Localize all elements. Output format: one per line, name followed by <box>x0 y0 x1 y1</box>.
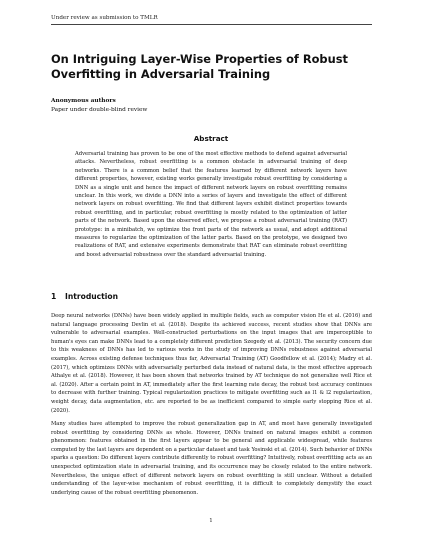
review-note: Paper under double-blind review <box>51 107 148 113</box>
section-number: 1 <box>51 292 57 301</box>
section-title: Introduction <box>65 292 119 301</box>
paper-title: On Intriguing Layer-Wise Properties of Robust Overfitting in Adversarial Training <box>51 52 348 81</box>
page-number: 1 <box>209 518 213 524</box>
abstract-heading: Abstract <box>193 134 229 143</box>
intro-paragraph-2: Many studies have attempted to improve the robust generalization gap in AT, and most have generally investigated robust overfitting by considering DNNs as whole. However, DNNs trained on natural images exhibit a common phenomenon: features obtained in the first layers appear to be general and applicable widespread, while features computed by the last layers are dependent on a particular dataset and task Yosinski et al. (2014). Such behavior of DNNs sparks a question: Do different layers contribute differently to robust overfitting? Intuitively, robust overfitting acts as an unexpected optimization state in adversarial training, and its occurrence may be closely related to the entire network. Nevertheless, the unique effect of different network layers on robust overfitting is still unclear. Without a detailed understanding of the layer-wise mechanism of robust overfitting, it is difficult to completely demystify the exact underlying cause of the robust overfitting phenomenon. <box>51 421 372 496</box>
author-block <box>51 97 147 115</box>
intro-paragraph-1: Deep neural networks (DNNs) have been widely applied in multiple fields, such as computer vision He et al. (2016) and natural language processing Devlin et al. (2018). Despite its achieved success, recent studies show that DNNs are vulnerable to adversarial examples. Well-constructed perturbations on the input images that are imperceptible to human's eyes can make DNNs lead to a completely different prediction Szegedy et al. (2013). The security concern due to this weakness of DNNs has led to various works in the study of improving DNNs robustness against adversarial examples. Across existing defense techniques thus far, Adversarial Training (AT) Goodfellow et al. (2014); Madry et al. (2017), which optimizes DNNs with adversarially perturbed data instead of natural data, is the most effective approach Athalye et al. (2018). However, it has been shown that networks trained by AT technique do not generalize well Rice et al. (2020). After a certain point in AT, immediately after the first learning rate decay, the robust test accuracy continues to decrease with further training. Typical regularization practices to mitigate overfitting such as l1 & l2 regularization, weight decay, data augmentation, etc. are reported to be as inefficient compared to simple early stopping Rice et al. (2020). <box>51 313 372 414</box>
abstract-text: Adversarial training has proven to be one of the most effective methods to defend against adversarial attacks. Nevertheless, robust overfitting is a common obstacle in adversarial training of deep networks. There is a common belief that the features learned by different network layers have different properties, however, existing works generally investigate robust overfitting by considering a DNN as a single unit and hence the impact of different network layers on robust overfitting remains unclear. In this work, we divide a DNN into a series of layers and investigate the effect of different network layers on robust overfitting. We find that different layers exhibit distinct properties towards robust overfitting, and in particular, robust overfitting is mostly related to the optimization of latter parts of the network. Based upon the observed effect, we propose a robust adversarial training (RAT) prototype: in a minibatch, we optimize the front parts of the network as usual, and adopt additional measures to regularize the optimization of the latter parts. Based on the prototype, we designed two realizations of RAT, and extensive experiments demonstrate that RAT can eliminate robust overfitting and boost adversarial robustness over the standard adversarial training. <box>75 151 347 258</box>
section-heading <box>51 292 118 301</box>
header-rule <box>51 24 372 25</box>
author-name: Anonymous authors <box>51 98 116 104</box>
running-head: Under review as submission to TMLR <box>51 15 158 21</box>
